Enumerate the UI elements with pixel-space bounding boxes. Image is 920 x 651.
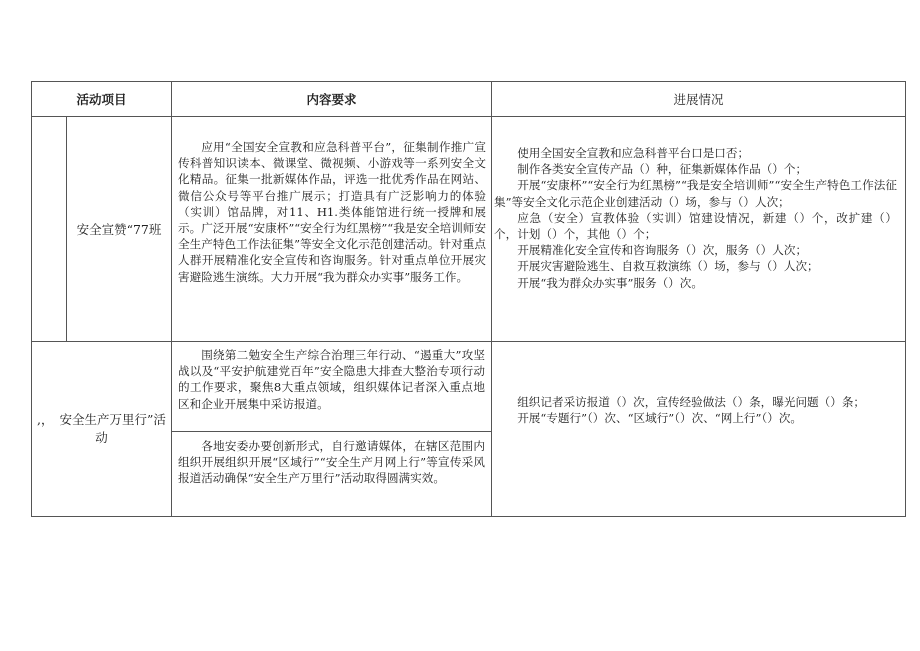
row1-content-cell [171, 116, 492, 342]
progress-line: 开展灾害避险逃生、自救互救演练（）场，参与（）人次； [517, 259, 819, 274]
header-content-requirements [171, 81, 492, 117]
progress-line: 开展“专题行”（）次、“区域行”（）次、“网上行”（）次。 [517, 411, 803, 426]
row2-activity-cell [31, 341, 172, 517]
header-progress [491, 81, 906, 117]
row1-content-text: 应用“全国安全宣教和应急科普平台”，征集制作推广宣传科普知识读本、微课堂、微视频、小游戏等一系列安全文化精品。征集一批新媒体作品，评选一批优秀作品在网站、微信公众号等平台推广展示；打造具有广泛影响力的体验（实训）馆品牌，对11、H1.类体能馆进行统一授牌和展示。广泛开展“安康杯”“安全行为红黑榜”“我是安全培训师安全生产特色工作法征集”等安全文化示范创建活动。针对重点人群开展精准化安全宣传和咨询服务。针对重点单位开展灾害避险逃生演练。大力开展“我为群众办实事”服务工作。 [178, 140, 486, 284]
row1-index-cell [31, 116, 67, 342]
row2-content-text-b: 各地安委办要创新形式，自行邀请媒体，在辖区范围内组织开展组织开展“区域行”“安全生产月网上行”等宣传采风报道活动确保“安全生产万里行”活动取得圆满实效。 [178, 439, 485, 486]
progress-line: 开展“我为群众办实事”服务（）次。 [517, 275, 703, 290]
header-activity-item [31, 81, 172, 117]
header-progress-text: 进展情况 [673, 92, 724, 107]
header-content-requirements-text: 内容要求 [306, 92, 357, 107]
header-activity-item-text: 活动项目 [76, 92, 127, 107]
progress-line: 应急（安全）宣教体验（实训）馆建设情况，新建（）个，改扩建（）个，计划（）个，其他（）个； [494, 210, 897, 242]
progress-line: 制作各类安全宣传产品（）种，征集新媒体作品（）个； [517, 162, 808, 177]
row2-activity-prefix: ,， [37, 412, 54, 427]
row1-activity-cell [66, 116, 172, 342]
row1-progress-cell [491, 116, 906, 342]
activity-table [31, 81, 906, 517]
progress-line: 开展精准化安全宣传和咨询服务（）次，服务（）人次； [517, 243, 808, 258]
progress-line: 组织记者采访报道（）次，宣传经验做法（）条，曝光问题（）条； [517, 395, 866, 409]
row2-content-cell-a [171, 341, 492, 432]
row2-content-cell-b [171, 431, 492, 517]
progress-line: 开展“安康杯”“安全行为红黑榜”“我是安全培训师”“安全生产特色工作法征集”等安全文化示范企业创建活动（）场，参与（）人次； [494, 178, 897, 209]
row1-activity-label: 安全宣赞“77班 [76, 222, 162, 237]
row2-progress-cell [491, 341, 906, 517]
row2-content-text-a: 围绕第二勉安全生产综合治理三年行动、“遏重大”攻坚战以及“平安护航建党百年”安全隐患大排查大整治专项行动的工作要求，聚焦8大重点领域，组织媒体记者深入重点地区和企业开展集中采访报道。 [178, 348, 485, 411]
row2-activity-text [36, 411, 167, 447]
progress-line: 使用全国安全宣教和应急科普平台口是口否； [517, 146, 750, 160]
row2-activity-label: 安全生产万里行”活动 [59, 412, 166, 445]
